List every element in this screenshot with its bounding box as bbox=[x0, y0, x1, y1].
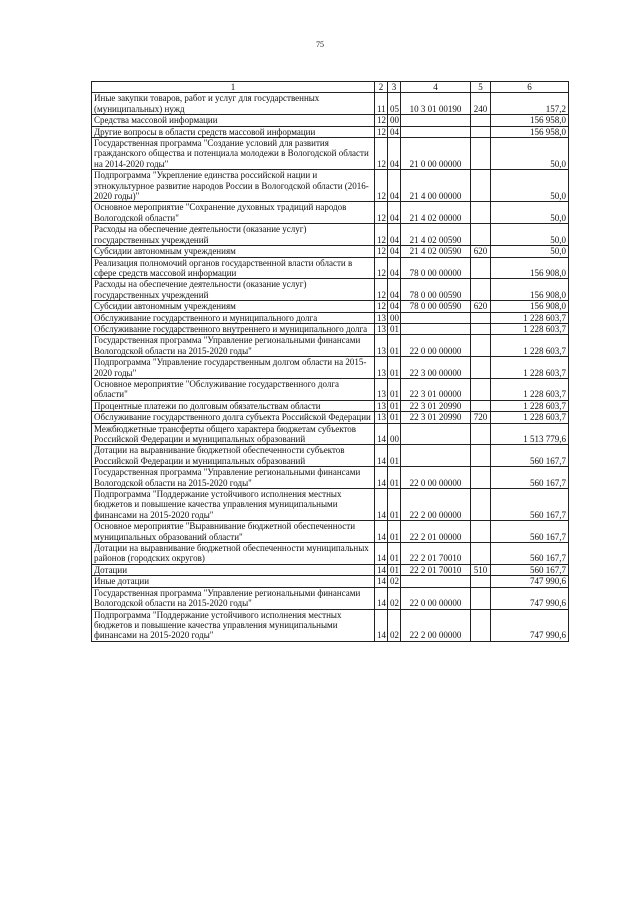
row-target-article-cell: 22 2 01 70010 bbox=[401, 564, 471, 575]
row-subsection-cell: 01 bbox=[388, 412, 401, 423]
row-section-cell: 12 bbox=[375, 246, 388, 257]
row-amount-cell: 50,0 bbox=[491, 224, 569, 246]
row-section-cell: 14 bbox=[375, 489, 388, 521]
row-subsection-cell: 01 bbox=[388, 378, 401, 400]
row-expense-type-cell bbox=[471, 335, 491, 357]
row-target-article-cell: 21 4 00 00000 bbox=[401, 170, 471, 202]
table-row bbox=[92, 126, 569, 137]
table-header-row bbox=[92, 82, 569, 93]
table-row bbox=[92, 257, 569, 279]
table-row bbox=[92, 224, 569, 246]
row-subsection-cell: 04 bbox=[388, 170, 401, 202]
header-cell: 1 bbox=[92, 82, 375, 93]
row-subsection-cell: 01 bbox=[388, 521, 401, 543]
row-section-cell: 12 bbox=[375, 202, 388, 224]
table-row bbox=[92, 576, 569, 587]
row-name-cell: Субсидии автономным учреждениям bbox=[92, 301, 375, 312]
row-subsection-cell: 01 bbox=[388, 335, 401, 357]
row-amount-cell: 560 167,7 bbox=[491, 445, 569, 467]
row-expense-type-cell bbox=[471, 312, 491, 323]
row-target-article-cell bbox=[401, 115, 471, 126]
row-target-article-cell bbox=[401, 445, 471, 467]
row-subsection-cell: 00 bbox=[388, 423, 401, 445]
row-target-article-cell: 22 3 01 20990 bbox=[401, 412, 471, 423]
row-subsection-cell: 00 bbox=[388, 115, 401, 126]
row-section-cell: 14 bbox=[375, 564, 388, 575]
row-name-cell: Основное мероприятие "Обслуживание государственного долга области" bbox=[92, 378, 375, 400]
budget-table bbox=[91, 81, 569, 642]
table-row bbox=[92, 609, 569, 641]
table-row bbox=[92, 378, 569, 400]
row-section-cell: 14 bbox=[375, 467, 388, 489]
row-target-article-cell: 22 3 00 00000 bbox=[401, 357, 471, 379]
row-expense-type-cell bbox=[471, 138, 491, 170]
row-name-cell: Средства массовой информации bbox=[92, 115, 375, 126]
row-target-article-cell: 21 4 02 00590 bbox=[401, 246, 471, 257]
row-target-article-cell bbox=[401, 323, 471, 334]
table-row bbox=[92, 587, 569, 609]
row-subsection-cell: 02 bbox=[388, 576, 401, 587]
row-target-article-cell: 78 0 00 00000 bbox=[401, 257, 471, 279]
table-row bbox=[92, 445, 569, 467]
row-expense-type-cell bbox=[471, 489, 491, 521]
row-target-article-cell: 21 0 00 00000 bbox=[401, 138, 471, 170]
row-expense-type-cell: 510 bbox=[471, 564, 491, 575]
row-subsection-cell: 04 bbox=[388, 279, 401, 301]
row-section-cell: 13 bbox=[375, 412, 388, 423]
row-subsection-cell: 01 bbox=[388, 489, 401, 521]
row-name-cell: Дотации bbox=[92, 564, 375, 575]
row-amount-cell: 156 958,0 bbox=[491, 115, 569, 126]
row-amount-cell: 560 167,7 bbox=[491, 543, 569, 565]
row-expense-type-cell bbox=[471, 543, 491, 565]
row-expense-type-cell bbox=[471, 202, 491, 224]
row-target-article-cell bbox=[401, 576, 471, 587]
table-row bbox=[92, 115, 569, 126]
table-row bbox=[92, 423, 569, 445]
row-amount-cell: 747 990,6 bbox=[491, 609, 569, 641]
row-name-cell: Расходы на обеспечение деятельности (оказание услуг) государственных учреждений bbox=[92, 279, 375, 301]
row-amount-cell: 50,0 bbox=[491, 138, 569, 170]
row-name-cell: Процентные платежи по долговым обязательствам области bbox=[92, 400, 375, 411]
row-section-cell: 12 bbox=[375, 279, 388, 301]
row-expense-type-cell bbox=[471, 257, 491, 279]
row-section-cell: 13 bbox=[375, 335, 388, 357]
row-amount-cell: 156 958,0 bbox=[491, 126, 569, 137]
table-row bbox=[92, 323, 569, 334]
row-amount-cell: 50,0 bbox=[491, 246, 569, 257]
row-target-article-cell: 22 0 00 00000 bbox=[401, 587, 471, 609]
row-section-cell: 13 bbox=[375, 357, 388, 379]
row-name-cell: Обслуживание государственного внутреннего и муниципального долга bbox=[92, 323, 375, 334]
row-subsection-cell: 00 bbox=[388, 312, 401, 323]
table-row bbox=[92, 202, 569, 224]
row-name-cell: Реализация полномочий органов государственной власти области в сфере средств массовой информации bbox=[92, 257, 375, 279]
row-target-article-cell: 22 0 00 00000 bbox=[401, 467, 471, 489]
row-expense-type-cell: 620 bbox=[471, 301, 491, 312]
row-expense-type-cell bbox=[471, 115, 491, 126]
row-name-cell: Подпрограмма "Укрепление единства российской нации и этнокультурное развитие народов России в Вологодской области (2016-2020 годы)" bbox=[92, 170, 375, 202]
row-subsection-cell: 05 bbox=[388, 93, 401, 115]
row-expense-type-cell bbox=[471, 576, 491, 587]
row-section-cell: 14 bbox=[375, 609, 388, 641]
row-subsection-cell: 04 bbox=[388, 202, 401, 224]
row-amount-cell: 1 228 603,7 bbox=[491, 378, 569, 400]
row-amount-cell: 560 167,7 bbox=[491, 564, 569, 575]
table-row bbox=[92, 467, 569, 489]
table-row bbox=[92, 564, 569, 575]
row-amount-cell: 560 167,7 bbox=[491, 489, 569, 521]
row-expense-type-cell: 620 bbox=[471, 246, 491, 257]
row-amount-cell: 747 990,6 bbox=[491, 576, 569, 587]
row-section-cell: 14 bbox=[375, 445, 388, 467]
table-row bbox=[92, 400, 569, 411]
row-subsection-cell: 04 bbox=[388, 138, 401, 170]
row-expense-type-cell bbox=[471, 587, 491, 609]
table-row bbox=[92, 246, 569, 257]
header-cell: 4 bbox=[401, 82, 471, 93]
row-subsection-cell: 04 bbox=[388, 301, 401, 312]
row-expense-type-cell bbox=[471, 357, 491, 379]
row-target-article-cell: 22 2 01 00000 bbox=[401, 521, 471, 543]
table-row bbox=[92, 170, 569, 202]
row-name-cell: Государственная программа "Управление региональными финансами Вологодской области на 2015-2020 годы" bbox=[92, 587, 375, 609]
row-name-cell: Обслуживание государственного и муниципального долга bbox=[92, 312, 375, 323]
header-cell: 5 bbox=[471, 82, 491, 93]
row-name-cell: Подпрограмма "Управление государственным долгом области на 2015-2020 годы" bbox=[92, 357, 375, 379]
table-row bbox=[92, 312, 569, 323]
row-expense-type-cell bbox=[471, 445, 491, 467]
row-name-cell: Государственная программа "Управление региональными финансами Вологодской области на 2015-2020 годы" bbox=[92, 335, 375, 357]
row-amount-cell: 156 908,0 bbox=[491, 301, 569, 312]
page-number: 75 bbox=[316, 40, 324, 49]
row-section-cell: 13 bbox=[375, 378, 388, 400]
row-expense-type-cell bbox=[471, 378, 491, 400]
row-target-article-cell: 21 4 02 00000 bbox=[401, 202, 471, 224]
row-section-cell: 12 bbox=[375, 138, 388, 170]
row-amount-cell: 1 228 603,7 bbox=[491, 357, 569, 379]
row-expense-type-cell bbox=[471, 400, 491, 411]
row-amount-cell: 50,0 bbox=[491, 202, 569, 224]
row-target-article-cell: 22 2 00 00000 bbox=[401, 489, 471, 521]
row-target-article-cell: 22 3 01 20990 bbox=[401, 400, 471, 411]
row-section-cell: 13 bbox=[375, 312, 388, 323]
row-target-article-cell bbox=[401, 312, 471, 323]
table-row bbox=[92, 279, 569, 301]
row-name-cell: Расходы на обеспечение деятельности (оказание услуг) государственных учреждений bbox=[92, 224, 375, 246]
row-subsection-cell: 02 bbox=[388, 587, 401, 609]
row-target-article-cell: 10 3 01 00190 bbox=[401, 93, 471, 115]
row-name-cell: Межбюджетные трансферты общего характера бюджетам субъектов Российской Федерации и муниципальных образований bbox=[92, 423, 375, 445]
row-expense-type-cell bbox=[471, 423, 491, 445]
table-row bbox=[92, 489, 569, 521]
row-section-cell: 13 bbox=[375, 400, 388, 411]
table-row bbox=[92, 138, 569, 170]
row-section-cell: 12 bbox=[375, 257, 388, 279]
row-subsection-cell: 01 bbox=[388, 564, 401, 575]
row-name-cell: Подпрограмма "Поддержание устойчивого исполнения местных бюджетов и повышение качества управления муниципальными финансами на 2015-2020 годы" bbox=[92, 489, 375, 521]
row-name-cell: Субсидии автономным учреждениям bbox=[92, 246, 375, 257]
row-section-cell: 14 bbox=[375, 587, 388, 609]
row-target-article-cell: 22 0 00 00000 bbox=[401, 335, 471, 357]
table-row bbox=[92, 93, 569, 115]
row-amount-cell: 1 228 603,7 bbox=[491, 400, 569, 411]
row-subsection-cell: 04 bbox=[388, 257, 401, 279]
row-subsection-cell: 01 bbox=[388, 357, 401, 379]
row-subsection-cell: 01 bbox=[388, 543, 401, 565]
table-row bbox=[92, 521, 569, 543]
row-amount-cell: 560 167,7 bbox=[491, 467, 569, 489]
row-subsection-cell: 04 bbox=[388, 246, 401, 257]
row-expense-type-cell bbox=[471, 467, 491, 489]
row-amount-cell: 560 167,7 bbox=[491, 521, 569, 543]
row-expense-type-cell bbox=[471, 609, 491, 641]
row-name-cell: Подпрограмма "Поддержание устойчивого исполнения местных бюджетов и повышение качества управления муниципальными финансами на 2015-2020 годы" bbox=[92, 609, 375, 641]
row-section-cell: 12 bbox=[375, 126, 388, 137]
row-section-cell: 13 bbox=[375, 323, 388, 334]
row-amount-cell: 1 228 603,7 bbox=[491, 312, 569, 323]
row-expense-type-cell bbox=[471, 323, 491, 334]
row-target-article-cell: 22 2 00 00000 bbox=[401, 609, 471, 641]
row-section-cell: 12 bbox=[375, 170, 388, 202]
row-expense-type-cell bbox=[471, 126, 491, 137]
table-row bbox=[92, 543, 569, 565]
row-section-cell: 12 bbox=[375, 115, 388, 126]
row-expense-type-cell: 720 bbox=[471, 412, 491, 423]
row-name-cell: Иные закупки товаров, работ и услуг для государственных (муниципальных) нужд bbox=[92, 93, 375, 115]
row-name-cell: Обслуживание государственного долга субъекта Российской Федерации bbox=[92, 412, 375, 423]
row-section-cell: 11 bbox=[375, 93, 388, 115]
row-expense-type-cell bbox=[471, 521, 491, 543]
row-target-article-cell: 78 0 00 00590 bbox=[401, 301, 471, 312]
row-name-cell: Основное мероприятие "Выравнивание бюджетной обеспеченности муниципальных образований области" bbox=[92, 521, 375, 543]
table-body bbox=[92, 82, 569, 642]
row-amount-cell: 1 228 603,7 bbox=[491, 412, 569, 423]
row-target-article-cell: 22 2 01 70010 bbox=[401, 543, 471, 565]
row-section-cell: 14 bbox=[375, 543, 388, 565]
table-row bbox=[92, 412, 569, 423]
row-name-cell: Дотации на выравнивание бюджетной обеспеченности субъектов Российской Федерации и муниципальных образований bbox=[92, 445, 375, 467]
row-expense-type-cell bbox=[471, 170, 491, 202]
row-name-cell: Основное мероприятие "Сохранение духовных традиций народов Вологодской области" bbox=[92, 202, 375, 224]
row-subsection-cell: 01 bbox=[388, 445, 401, 467]
row-subsection-cell: 04 bbox=[388, 224, 401, 246]
row-subsection-cell: 01 bbox=[388, 467, 401, 489]
row-subsection-cell: 01 bbox=[388, 400, 401, 411]
row-subsection-cell: 04 bbox=[388, 126, 401, 137]
row-expense-type-cell bbox=[471, 224, 491, 246]
row-expense-type-cell: 240 bbox=[471, 93, 491, 115]
row-amount-cell: 156 908,0 bbox=[491, 279, 569, 301]
row-section-cell: 12 bbox=[375, 224, 388, 246]
row-amount-cell: 747 990,6 bbox=[491, 587, 569, 609]
row-target-article-cell: 78 0 00 00590 bbox=[401, 279, 471, 301]
row-expense-type-cell bbox=[471, 279, 491, 301]
row-section-cell: 12 bbox=[375, 301, 388, 312]
row-subsection-cell: 02 bbox=[388, 609, 401, 641]
row-amount-cell: 156 908,0 bbox=[491, 257, 569, 279]
row-section-cell: 14 bbox=[375, 576, 388, 587]
row-target-article-cell: 22 3 01 00000 bbox=[401, 378, 471, 400]
row-name-cell: Государственная программа "Создание условий для развития гражданского общества и потенциала молодежи в Вологодской области на 2014-2020 годы" bbox=[92, 138, 375, 170]
row-amount-cell: 157,2 bbox=[491, 93, 569, 115]
table-row bbox=[92, 301, 569, 312]
row-name-cell: Государственная программа "Управление региональными финансами Вологодской области на 2015-2020 годы" bbox=[92, 467, 375, 489]
row-name-cell: Иные дотации bbox=[92, 576, 375, 587]
row-amount-cell: 1 513 779,6 bbox=[491, 423, 569, 445]
row-name-cell: Дотации на выравнивание бюджетной обеспеченности муниципальных районов (городских округов) bbox=[92, 543, 375, 565]
row-amount-cell: 1 228 603,7 bbox=[491, 323, 569, 334]
header-cell: 3 bbox=[388, 82, 401, 93]
row-target-article-cell: 21 4 02 00590 bbox=[401, 224, 471, 246]
row-name-cell: Другие вопросы в области средств массовой информации bbox=[92, 126, 375, 137]
row-subsection-cell: 01 bbox=[388, 323, 401, 334]
header-cell: 2 bbox=[375, 82, 388, 93]
row-target-article-cell bbox=[401, 423, 471, 445]
row-section-cell: 14 bbox=[375, 521, 388, 543]
row-section-cell: 14 bbox=[375, 423, 388, 445]
row-amount-cell: 50,0 bbox=[491, 170, 569, 202]
header-cell: 6 bbox=[491, 82, 569, 93]
row-target-article-cell bbox=[401, 126, 471, 137]
table-row bbox=[92, 335, 569, 357]
row-amount-cell: 1 228 603,7 bbox=[491, 335, 569, 357]
table-row bbox=[92, 357, 569, 379]
